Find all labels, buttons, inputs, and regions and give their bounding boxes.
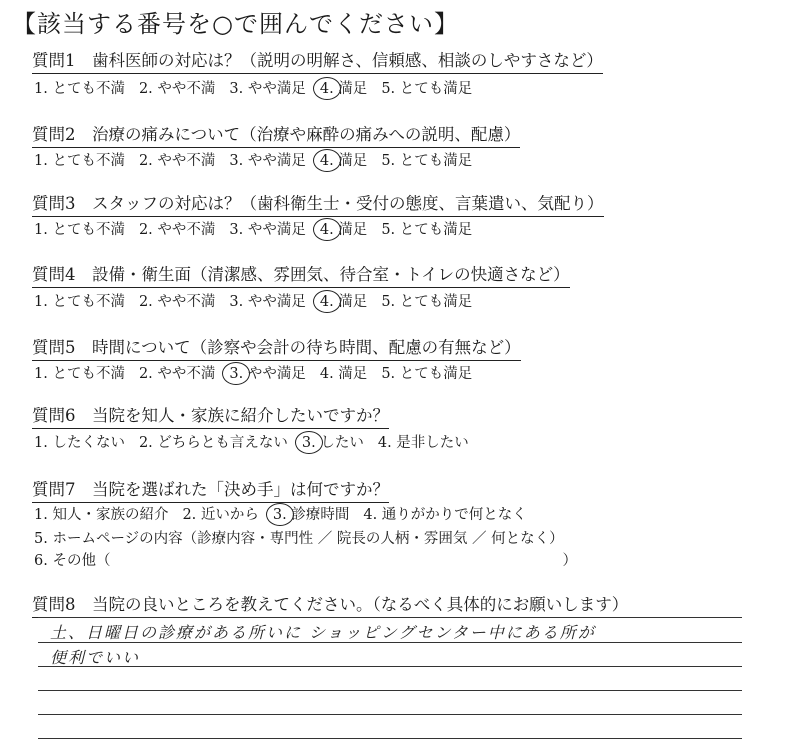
option-3[interactable]: 3. 診療時間 xyxy=(273,505,349,525)
question-1-options xyxy=(34,79,486,99)
option-2[interactable]: 2. やや不満 xyxy=(138,294,216,310)
q8-label: 質問8 当院の良いところを教えてください。（なるべく具体的にお願いします） xyxy=(32,594,628,618)
option-1[interactable]: 1. とても不満 xyxy=(34,366,125,382)
option-1[interactable]: 1. したくない xyxy=(34,435,125,451)
answer-line-1 xyxy=(38,617,742,618)
selected-circle-mark xyxy=(222,362,250,385)
option-4[interactable]: 4. 満足 xyxy=(320,79,367,99)
question-5-options xyxy=(34,364,486,384)
question-5-label: 質問5 時間について（診察や会計の待ち時間、配慮の有無など） xyxy=(32,337,521,361)
option-5[interactable]: 5. とても満足 xyxy=(381,153,473,169)
selected-circle-mark xyxy=(313,290,341,313)
answer-line-3 xyxy=(38,666,742,667)
answer-line-5 xyxy=(38,714,742,715)
question-4-label: 質問4 設備・衛生面（清潔感、雰囲気、待合室・トイレの快適さなど） xyxy=(32,264,570,288)
handwritten-answer-line-2: 便利でいい xyxy=(50,648,141,667)
answer-line-6 xyxy=(38,738,742,739)
option-4[interactable]: 4. 満足 xyxy=(320,292,367,312)
question-2-options xyxy=(34,151,486,171)
option-5[interactable]: 5. とても満足 xyxy=(381,366,473,382)
option-3[interactable]: 3. したい xyxy=(302,433,364,453)
q7-other-label: 6. その他（ xyxy=(34,553,111,569)
option-1[interactable]: 1. とても不満 xyxy=(34,294,125,310)
answer-line-4 xyxy=(38,690,742,691)
question-7-options xyxy=(34,505,541,525)
selected-circle-mark xyxy=(313,218,341,241)
option-3[interactable]: 3. やや満足 xyxy=(229,222,306,238)
option-2[interactable]: 2. やや不満 xyxy=(138,81,216,97)
option-2[interactable]: 2. どちらとも言えない xyxy=(138,435,288,451)
option-3[interactable]: 3. やや満足 xyxy=(229,153,306,169)
option-5[interactable]: 5. とても満足 xyxy=(381,81,473,97)
selected-circle-mark xyxy=(295,431,323,454)
q7-other-close: ） xyxy=(562,553,577,569)
option-5[interactable]: 5. とても満足 xyxy=(381,222,473,238)
question-7-label: 質問7 当院を選ばれた「決め手」は何ですか？ xyxy=(32,479,389,503)
option-4[interactable]: 4. 通りがかりで何となく xyxy=(363,507,527,523)
option-2[interactable]: 2. やや不満 xyxy=(138,222,216,238)
option-4[interactable]: 4. 満足 xyxy=(320,220,367,240)
question-6-options xyxy=(34,433,483,453)
option-2[interactable]: 2. やや不満 xyxy=(138,366,216,382)
handwritten-answer-line-1: 土、日曜日の診療がある所いに ショッピングセンター中にある所が xyxy=(50,623,596,642)
option-1[interactable]: 1. とても不満 xyxy=(34,81,125,97)
question-3-options xyxy=(34,220,486,240)
selected-circle-mark xyxy=(313,77,341,100)
selected-circle-mark xyxy=(313,149,341,172)
option-1[interactable]: 1. 知人・家族の紹介 xyxy=(34,507,169,523)
question-6-label: 質問6 当院を知人・家族に紹介したいですか？ xyxy=(32,405,389,429)
page-title: 【該当する番号を○で囲んでください】 xyxy=(12,10,459,38)
option-3[interactable]: 3. やや満足 xyxy=(229,294,306,310)
q7-option-line-2: 5. ホームページの内容（診療内容・専門性 ／ 院長の人柄・雰囲気 ／ 何となく） xyxy=(34,531,564,547)
answer-line-2 xyxy=(38,642,742,643)
option-3[interactable]: 3. やや満足 xyxy=(229,364,305,384)
q7-option-line-3 xyxy=(34,551,577,571)
option-4[interactable]: 4. 是非したい xyxy=(377,435,469,451)
option-3[interactable]: 3. やや満足 xyxy=(229,81,306,97)
option-5[interactable]: 5. とても満足 xyxy=(381,294,473,310)
question-2-label: 質問2 治療の痛みについて（治療や麻酔の痛みへの説明、配慮） xyxy=(32,124,520,148)
option-2[interactable]: 2. 近いから xyxy=(182,507,259,523)
option-1[interactable]: 1. とても不満 xyxy=(34,153,125,169)
option-4[interactable]: 4. 満足 xyxy=(320,151,367,171)
option-2[interactable]: 2. やや不満 xyxy=(138,153,216,169)
option-4[interactable]: 4. 満足 xyxy=(319,366,368,382)
question-1-label: 質問1 歯科医師の対応は？（説明の明解さ、信頼感、相談のしやすさなど） xyxy=(32,50,603,74)
option-1[interactable]: 1. とても不満 xyxy=(34,222,125,238)
question-4-options xyxy=(34,292,486,312)
selected-circle-mark xyxy=(266,503,294,526)
question-3-label: 質問3 スタッフの対応は？（歯科衛生士・受付の態度、言葉遣い、気配り） xyxy=(32,193,604,217)
